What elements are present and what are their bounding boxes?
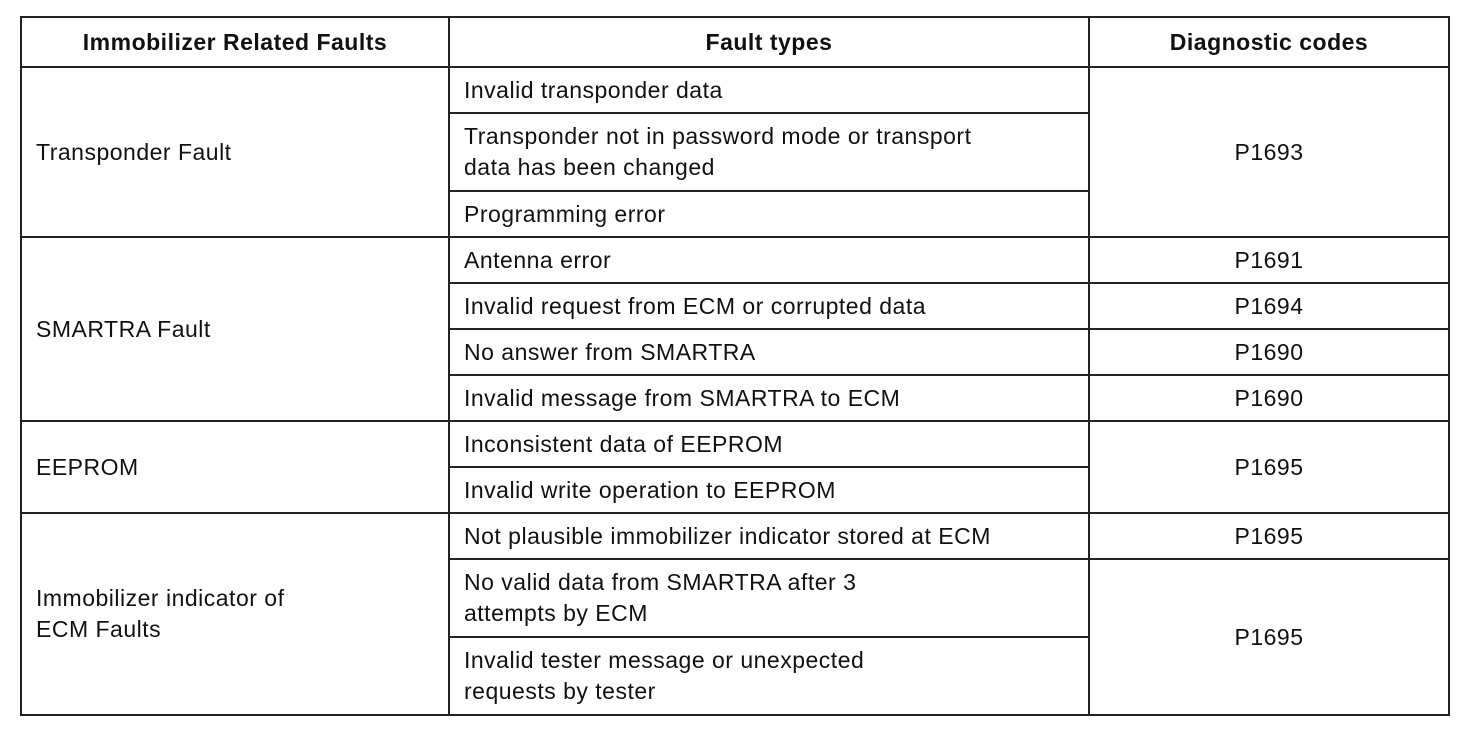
diagnostic-code-cell: P1693 bbox=[1089, 67, 1449, 237]
fault-type-cell: Not plausible immobilizer indicator stored at ECM bbox=[449, 513, 1089, 559]
table-row bbox=[21, 513, 1449, 559]
fault-type-cell: No valid data from SMARTRA after 3 attempts by ECM bbox=[449, 559, 1089, 637]
diagnostic-code-cell: P1695 bbox=[1089, 559, 1449, 715]
fault-type-cell: No answer from SMARTRA bbox=[449, 329, 1089, 375]
group-smartra-fault: SMARTRA Fault bbox=[21, 237, 449, 421]
immobilizer-faults-table bbox=[20, 16, 1450, 716]
fault-type-cell: Invalid request from ECM or corrupted data bbox=[449, 283, 1089, 329]
header-immobilizer-related-faults: Immobilizer Related Faults bbox=[21, 17, 449, 67]
group-eeprom: EEPROM bbox=[21, 421, 449, 513]
table-row bbox=[21, 421, 1449, 467]
fault-type-cell: Invalid transponder data bbox=[449, 67, 1089, 113]
fault-type-cell: Antenna error bbox=[449, 237, 1089, 283]
fault-type-cell: Invalid write operation to EEPROM bbox=[449, 467, 1089, 513]
diagnostic-code-cell: P1690 bbox=[1089, 329, 1449, 375]
header-diagnostic-codes: Diagnostic codes bbox=[1089, 17, 1449, 67]
diagnostic-code-cell: P1695 bbox=[1089, 513, 1449, 559]
fault-type-cell: Invalid tester message or unexpected requests by tester bbox=[449, 637, 1089, 715]
diagnostic-code-cell: P1695 bbox=[1089, 421, 1449, 513]
diagnostic-code-cell: P1694 bbox=[1089, 283, 1449, 329]
group-immobilizer-indicator-ecm-faults: Immobilizer indicator of ECM Faults bbox=[21, 513, 449, 715]
diagnostic-code-cell: P1691 bbox=[1089, 237, 1449, 283]
diagnostic-code-cell: P1690 bbox=[1089, 375, 1449, 421]
table-row bbox=[21, 237, 1449, 283]
fault-type-cell: Inconsistent data of EEPROM bbox=[449, 421, 1089, 467]
group-transponder-fault: Transponder Fault bbox=[21, 67, 449, 237]
header-fault-types: Fault types bbox=[449, 17, 1089, 67]
header-row bbox=[21, 17, 1449, 67]
table-row bbox=[21, 67, 1449, 113]
fault-type-cell: Transponder not in password mode or transport data has been changed bbox=[449, 113, 1089, 191]
fault-type-cell: Invalid message from SMARTRA to ECM bbox=[449, 375, 1089, 421]
fault-type-cell: Programming error bbox=[449, 191, 1089, 237]
